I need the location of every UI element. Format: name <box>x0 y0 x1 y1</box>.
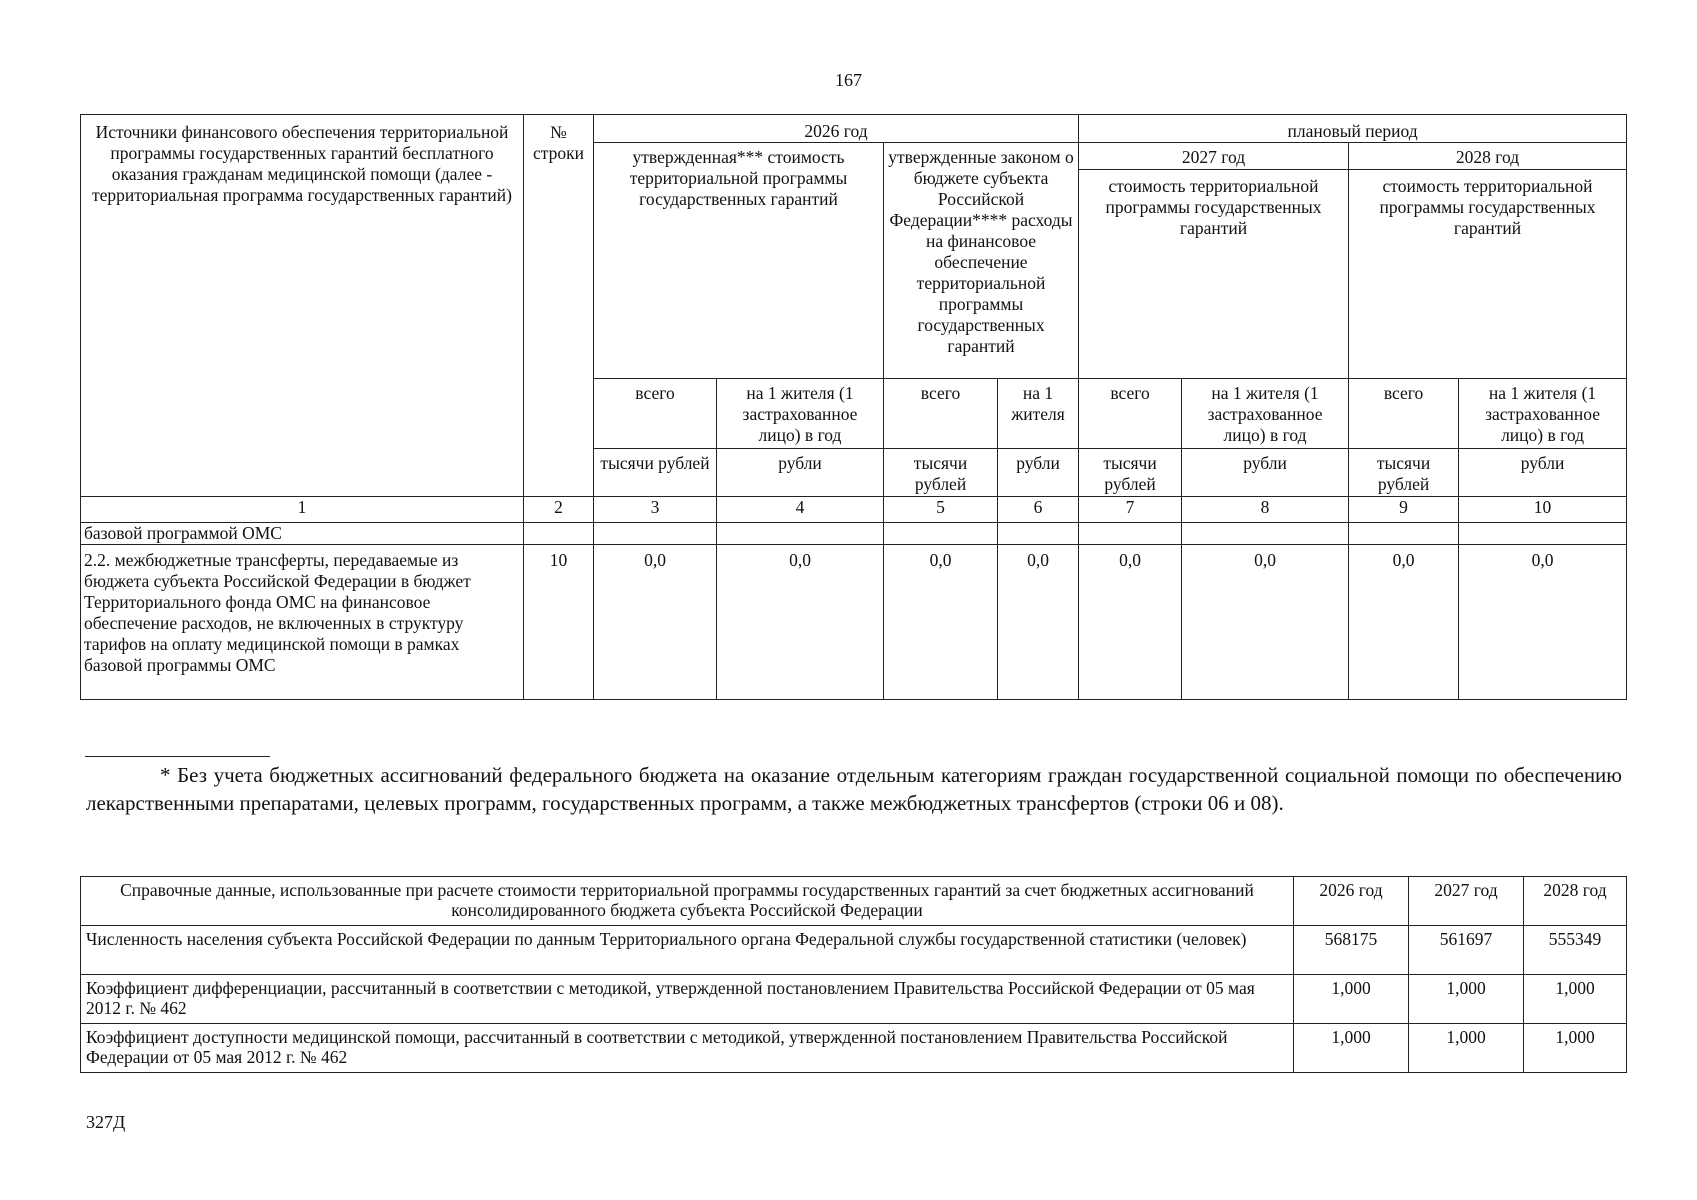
column-number: 10 <box>1459 497 1627 523</box>
column-number-row <box>81 497 1627 523</box>
header-row-1 <box>81 115 1627 143</box>
footnote-text: * Без учета бюджетных ассигнований федерального бюджета на оказание отдельным категориям граждан государственной социальной помощи по обеспечению лекарственными препаратами, целевых программ, государственных программ, а также межбюджетных трансфертов (строки 06 и 08). <box>86 763 1622 815</box>
header-per-insured-4: на 1 жителя (1 застрахованное лицо) в год <box>717 379 884 449</box>
header-year-2026: 2026 год <box>594 115 1079 143</box>
header-total-3: всего <box>594 379 717 449</box>
column-number: 8 <box>1182 497 1349 523</box>
row-value <box>594 523 717 545</box>
column-number: 3 <box>594 497 717 523</box>
header-planned-period: плановый период <box>1079 115 1627 143</box>
ref-row-value: 1,000 <box>1409 1024 1524 1073</box>
row-label: 2.2. межбюджетные трансферты, передаваемые из бюджета субъекта Российской Федерации в бюджет Территориального фонда ОМС на финансовое обеспечение расходов, не включенных в структуру тарифов на оплату медицинской помощи в рамках базовой программы ОМС <box>81 545 524 700</box>
row-value <box>1182 523 1349 545</box>
table-row <box>81 1024 1627 1073</box>
header-year-2027: 2027 год <box>1079 143 1349 170</box>
ref-header-row <box>81 877 1627 926</box>
table-row <box>81 523 1627 545</box>
ref-header-label: Справочные данные, использованные при расчете стоимости территориальной программы государственных гарантий за счет бюджетных ассигнований консолидированного бюджета субъекта Российской Федерации <box>81 877 1294 926</box>
financing-sources-table <box>80 114 1627 700</box>
row-value <box>884 523 998 545</box>
unit-rubles-4: рубли <box>717 449 884 497</box>
ref-header-2028: 2028 год <box>1524 877 1627 926</box>
unit-rubles-8: рубли <box>1182 449 1349 497</box>
header-total-5: всего <box>884 379 998 449</box>
ref-header-2027: 2027 год <box>1409 877 1524 926</box>
column-number: 1 <box>81 497 524 523</box>
header-per-insured-8: на 1 жителя (1 застрахованное лицо) в год <box>1182 379 1349 449</box>
unit-thousand-7: тысячи рублей <box>1079 449 1182 497</box>
ref-row-value: 1,000 <box>1294 1024 1409 1073</box>
ref-row-value: 1,000 <box>1409 975 1524 1024</box>
row-value <box>998 523 1079 545</box>
row-value: 0,0 <box>1182 545 1349 700</box>
row-value: 0,0 <box>1459 545 1627 700</box>
ref-row-label: Коэффициент дифференциации, рассчитанный в соответствии с методикой, утвержденной постановлением Правительства Российской Федерации от 05 мая 2012 г. № 462 <box>81 975 1294 1024</box>
header-cost-2027: стоимость территориальной программы государственных гарантий <box>1079 170 1349 379</box>
row-value: 0,0 <box>594 545 717 700</box>
ref-row-value: 1,000 <box>1524 1024 1627 1073</box>
ref-row-label: Коэффициент доступности медицинской помощи, рассчитанный в соответствии с методикой, утвержденной постановлением Правительства Российской Федерации от 05 мая 2012 г. № 462 <box>81 1024 1294 1073</box>
table-row <box>81 545 1627 700</box>
unit-thousand-5: тысячи рублей <box>884 449 998 497</box>
row-value: 0,0 <box>1079 545 1182 700</box>
header-per-insured-10: на 1 жителя (1 застрахованное лицо) в год <box>1459 379 1627 449</box>
row-number <box>524 523 594 545</box>
document-code: 327Д <box>86 1112 126 1132</box>
ref-row-value: 568175 <box>1294 926 1409 975</box>
header-cost-2028: стоимость территориальной программы государственных гарантий <box>1349 170 1627 379</box>
footnote-divider <box>85 756 270 757</box>
reference-data-table <box>80 876 1627 1073</box>
header-approved-by-law: утвержденные законом о бюджете субъекта Российской Федерации**** расходы на финансовое обеспечение территориальной программы государственных гарантий <box>884 143 1079 379</box>
column-number: 2 <box>524 497 594 523</box>
row-number: 10 <box>524 545 594 700</box>
unit-thousand-3: тысячи рублей <box>594 449 717 497</box>
unit-rubles-6: рубли <box>998 449 1079 497</box>
header-source-label: Источники финансового обеспечения территориальной программы государственных гарантий бесплатного оказания гражданам медицинской помощи (далее - территориальная программа государственных гарантий) <box>81 115 524 497</box>
column-number: 5 <box>884 497 998 523</box>
header-total-7: всего <box>1079 379 1182 449</box>
row-value <box>1459 523 1627 545</box>
column-number: 6 <box>998 497 1079 523</box>
header-year-2028: 2028 год <box>1349 143 1627 170</box>
ref-row-label: Численность населения субъекта Российской Федерации по данным Территориального органа Федеральной службы государственной статистики (человек) <box>81 926 1294 975</box>
column-number: 7 <box>1079 497 1182 523</box>
row-value <box>717 523 884 545</box>
row-value <box>1079 523 1182 545</box>
ref-row-value: 561697 <box>1409 926 1524 975</box>
ref-row-value: 1,000 <box>1524 975 1627 1024</box>
header-total-9: всего <box>1349 379 1459 449</box>
column-number: 9 <box>1349 497 1459 523</box>
row-value: 0,0 <box>998 545 1079 700</box>
header-row-no: № строки <box>524 115 594 497</box>
row-value: 0,0 <box>717 545 884 700</box>
row-value <box>1349 523 1459 545</box>
ref-row-value: 1,000 <box>1294 975 1409 1024</box>
unit-thousand-9: тысячи рублей <box>1349 449 1459 497</box>
page-number: 167 <box>835 70 862 90</box>
ref-header-2026: 2026 год <box>1294 877 1409 926</box>
unit-rubles-10: рубли <box>1459 449 1627 497</box>
ref-row-value: 555349 <box>1524 926 1627 975</box>
header-per-resident-6: на 1 жителя <box>998 379 1079 449</box>
table-row <box>81 975 1627 1024</box>
table-row <box>81 926 1627 975</box>
row-label: базовой программой ОМС <box>81 523 524 545</box>
header-approved-cost: утвержденная*** стоимость территориальной программы государственных гарантий <box>594 143 884 379</box>
row-value: 0,0 <box>1349 545 1459 700</box>
row-value: 0,0 <box>884 545 998 700</box>
column-number: 4 <box>717 497 884 523</box>
